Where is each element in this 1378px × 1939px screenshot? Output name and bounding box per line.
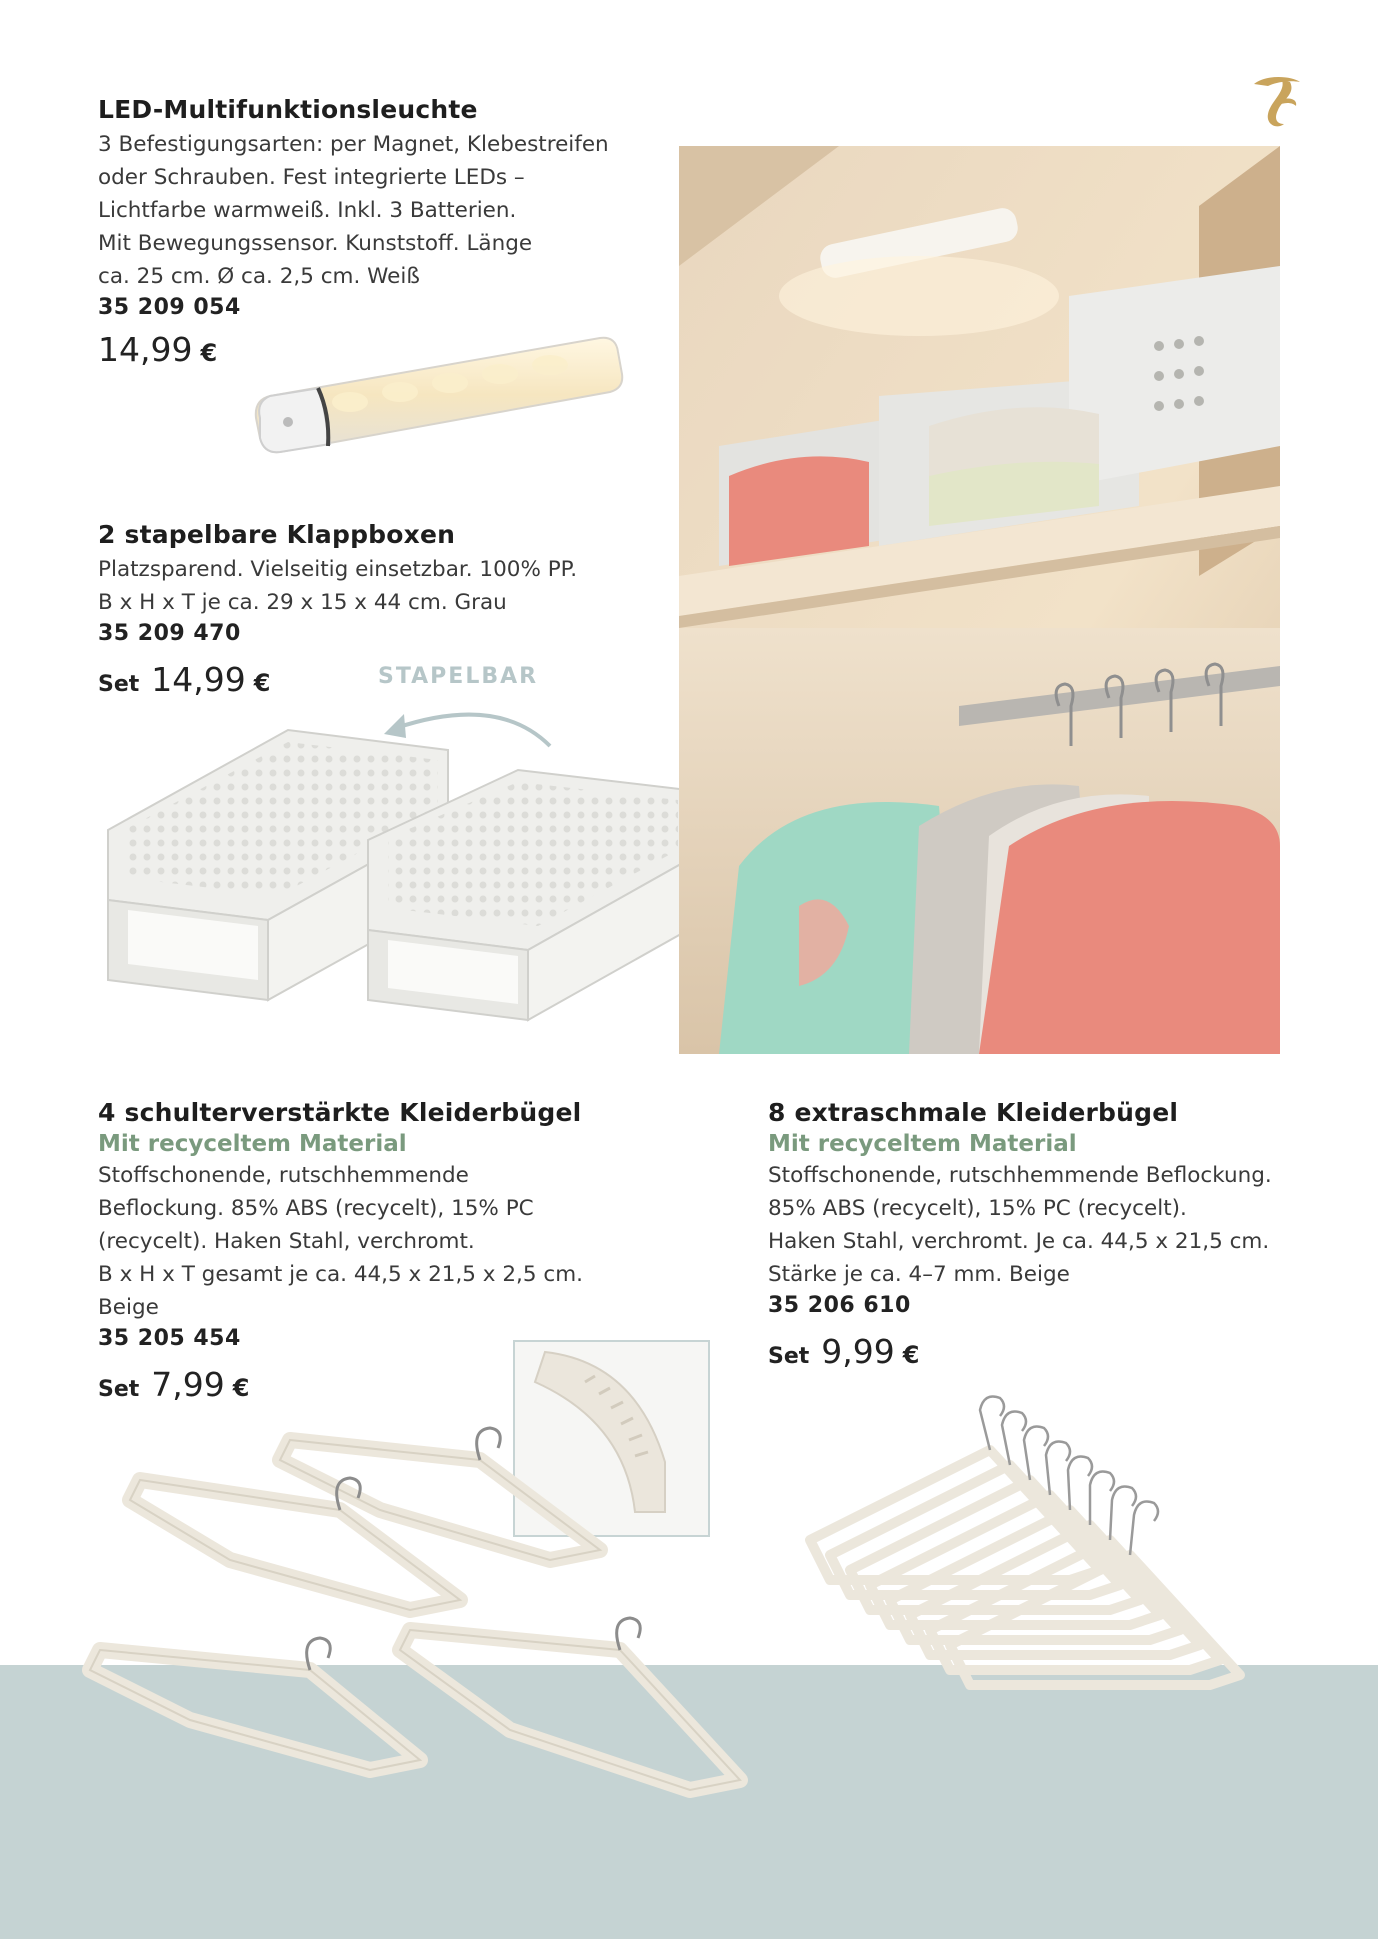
price: 14,99 (151, 660, 246, 699)
set-label: Set (98, 672, 140, 697)
tchibo-logo-icon (1246, 72, 1306, 134)
led-light-image (240, 318, 630, 468)
article-number: 35 206 610 (768, 1293, 911, 1318)
product-title: 2 stapelbare Klappboxen (98, 520, 456, 549)
currency: € (253, 669, 271, 697)
product-slim-hangers (768, 1098, 1328, 1371)
price: 7,99 (151, 1365, 225, 1404)
reinforced-hangers-image (80, 1400, 760, 1840)
currency: € (902, 1341, 920, 1369)
article-number: 35 209 054 (98, 295, 241, 320)
product-subtitle: Mit recyceltem Material (768, 1131, 1077, 1157)
product-description: 3 Befestigungsarten: per Magnet, Klebestreifen oder Schrauben. Fest integrierte LEDs – Lichtfarbe warmweiß. Inkl. 3 Batterien. Mit Bewegungssensor. Kunststoff. Länge ca. 25 cm. Ø ca. 2,5 cm. Weiß (98, 132, 609, 289)
product-title: 4 schulterverstärkte Kleiderbügel (98, 1098, 582, 1127)
product-title: LED-Multifunktionsleuchte (98, 95, 478, 124)
product-title: 8 extraschmale Kleiderbügel (768, 1098, 1179, 1127)
stapelbar-badge: STAPELBAR (378, 664, 539, 689)
article-number: 35 209 470 (98, 621, 241, 646)
currency: € (200, 339, 218, 367)
product-description: Stoffschonende, rutschhemmende Beflockung. 85% ABS (recycelt), 15% PC (recycelt). Haken Stahl, verchromt. B x H x T gesamt je ca. 44,5 x 21,5 x 2,5 cm. Beige (98, 1163, 583, 1320)
set-label: Set (768, 1344, 810, 1369)
wardrobe-photo (679, 146, 1280, 1054)
price: 9,99 (821, 1332, 895, 1371)
folding-boxes-image (98, 710, 698, 1040)
product-description: Platzsparend. Vielseitig einsetzbar. 100% PP. B x H x T je ca. 29 x 15 x 44 cm. Grau (98, 557, 578, 615)
price: 14,99 (98, 330, 193, 369)
price-row (768, 1332, 1328, 1371)
product-description: Stoffschonende, rutschhemmende Beflockung. 85% ABS (recycelt), 15% PC (recycelt). Haken Stahl, verchromt. Je ca. 44,5 x 21,5 cm. Stärke je ca. 4–7 mm. Beige (768, 1163, 1272, 1287)
slim-hangers-image (800, 1370, 1300, 1730)
article-number: 35 205 454 (98, 1326, 241, 1351)
set-label: Set (98, 1377, 140, 1402)
product-subtitle: Mit recyceltem Material (98, 1131, 407, 1157)
currency: € (232, 1374, 250, 1402)
